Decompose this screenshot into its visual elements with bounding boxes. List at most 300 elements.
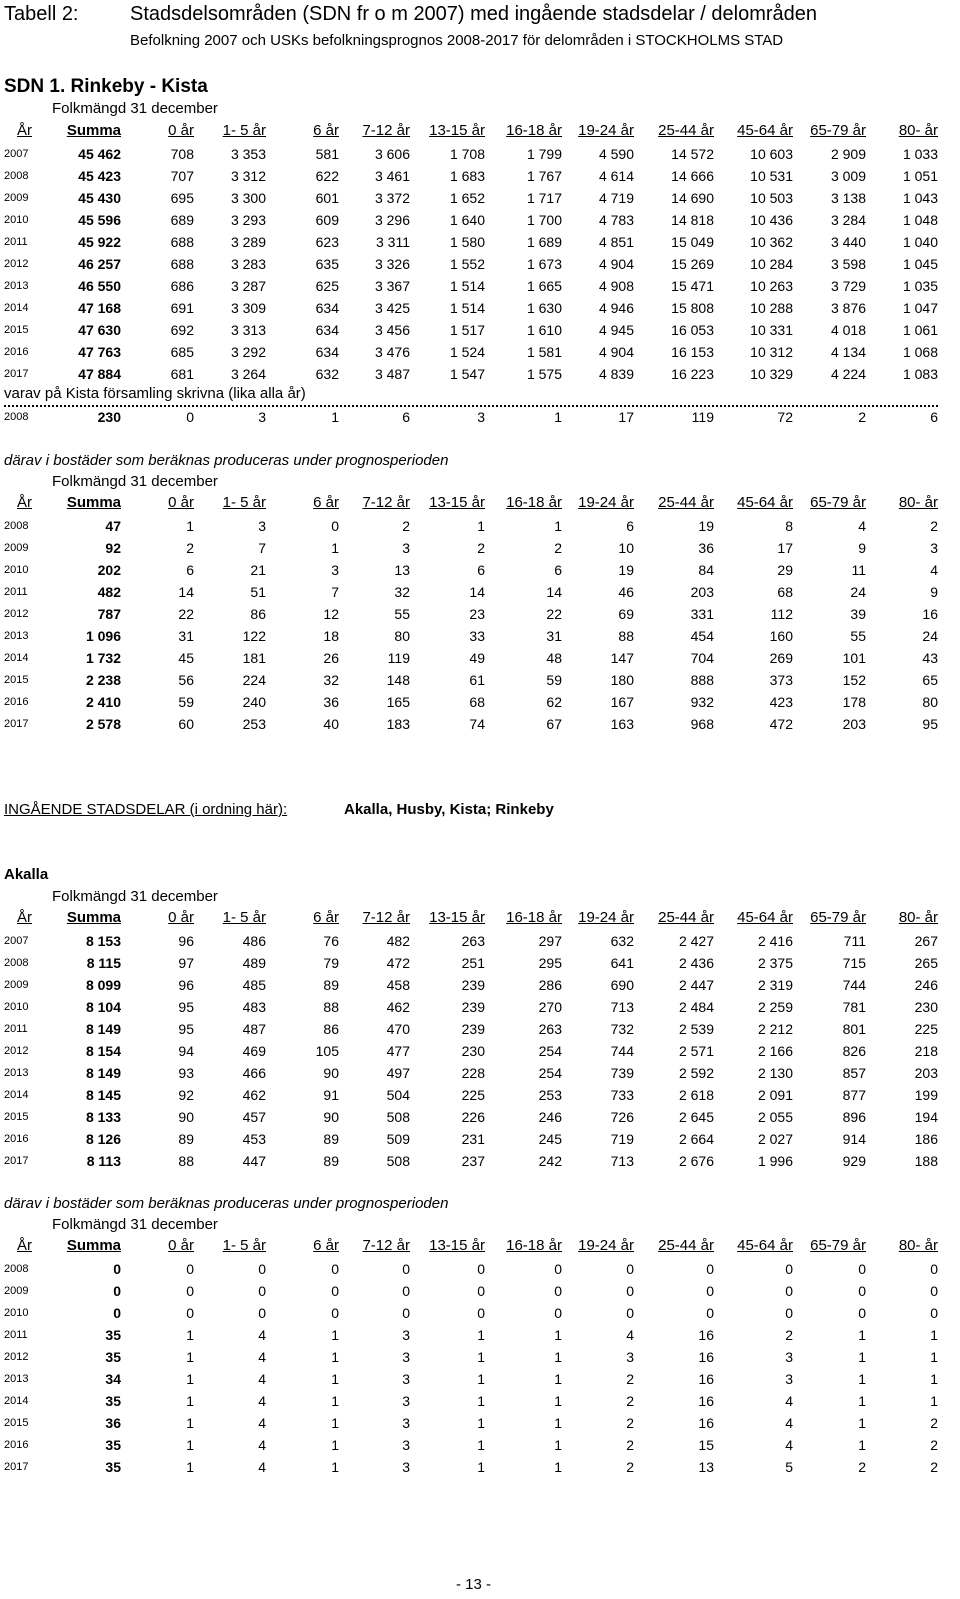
value-cell: 0	[186, 1305, 194, 1321]
year-cell: 2014	[4, 302, 29, 314]
value-cell: 2 909	[830, 146, 866, 162]
ingaende-label: INGÅENDE STADSDELAR (i ordning här):	[4, 801, 288, 818]
page-subtitle: Befolkning 2007 och USKs befolkningsprognos 2008-2017 för delområden i STOCKHOLMS STAD	[130, 32, 784, 49]
value-cell: 3 487	[374, 366, 410, 382]
value-cell: 1	[331, 1393, 339, 1409]
value-cell: 462	[242, 1087, 266, 1103]
value-cell: 4	[930, 562, 938, 578]
table-row	[4, 406, 938, 428]
value-cell: 180	[610, 672, 634, 688]
year-cell: 2016	[4, 1133, 29, 1145]
value-cell: 3 264	[230, 366, 266, 382]
value-cell: 1	[331, 1327, 339, 1343]
value-cell: 7	[331, 584, 339, 600]
value-cell: 4 614	[598, 168, 634, 184]
value-cell: 2	[930, 1459, 938, 1475]
column-header: 25-44 år	[658, 909, 714, 926]
summa-cell: 482	[97, 584, 121, 600]
value-cell: 4 783	[598, 212, 634, 228]
value-cell: 269	[769, 650, 793, 666]
value-cell: 888	[690, 672, 714, 688]
value-cell: 704	[690, 650, 714, 666]
value-cell: 1	[554, 1437, 562, 1453]
column-header: 65-79 år	[810, 909, 866, 926]
value-cell: 457	[242, 1109, 266, 1125]
value-cell: 17	[777, 540, 793, 556]
value-cell: 4 946	[598, 300, 634, 316]
year-cell: 2008	[4, 411, 29, 423]
value-cell: 267	[914, 933, 938, 949]
value-cell: 239	[461, 977, 485, 993]
value-cell: 1 652	[449, 190, 485, 206]
value-cell: 509	[386, 1131, 410, 1147]
value-cell: 4 839	[598, 366, 634, 382]
value-cell: 1 665	[526, 278, 562, 294]
value-cell: 14 572	[671, 146, 714, 162]
value-cell: 2 091	[757, 1087, 793, 1103]
summa-cell: 45 462	[78, 146, 121, 162]
table-row	[4, 713, 938, 735]
summa-cell: 8 154	[85, 1043, 121, 1059]
value-cell: 93	[178, 1065, 194, 1081]
value-cell: 4 908	[598, 278, 634, 294]
table-row	[4, 1302, 938, 1324]
table-row	[4, 275, 938, 297]
value-cell: 4	[626, 1327, 634, 1343]
value-cell: 4 945	[598, 322, 634, 338]
value-cell: 1 700	[526, 212, 562, 228]
value-cell: 183	[386, 716, 410, 732]
value-cell: 1 630	[526, 300, 562, 316]
summa-cell: 47	[105, 518, 121, 534]
column-header: År	[17, 122, 32, 139]
value-cell: 3 353	[230, 146, 266, 162]
header-row-4	[0, 1237, 960, 1257]
value-cell: 3 425	[374, 300, 410, 316]
value-cell: 9	[858, 540, 866, 556]
value-cell: 1	[554, 518, 562, 534]
value-cell: 3	[402, 1437, 410, 1453]
value-cell: 1 575	[526, 366, 562, 382]
value-cell: 1	[554, 409, 562, 425]
value-cell: 2 664	[678, 1131, 714, 1147]
column-header: 45-64 år	[737, 122, 793, 139]
value-cell: 2 676	[678, 1153, 714, 1169]
value-cell: 11	[851, 562, 866, 578]
value-cell: 3	[331, 562, 339, 578]
value-cell: 1	[477, 518, 485, 534]
value-cell: 7	[258, 540, 266, 556]
year-cell: 2009	[4, 542, 29, 554]
value-cell: 4 851	[598, 234, 634, 250]
value-cell: 16	[922, 606, 938, 622]
header-row-1	[0, 122, 960, 142]
value-cell: 3 372	[374, 190, 410, 206]
column-header: 7-12 år	[362, 1237, 410, 1254]
value-cell: 733	[610, 1087, 634, 1103]
value-cell: 0	[258, 1305, 266, 1321]
value-cell: 2	[554, 540, 562, 556]
value-cell: 160	[769, 628, 793, 644]
column-header: 0 år	[168, 494, 194, 511]
value-cell: 482	[386, 933, 410, 949]
summa-cell: 1 732	[85, 650, 121, 666]
value-cell: 2 539	[678, 1021, 714, 1037]
value-cell: 1 640	[449, 212, 485, 228]
value-cell: 0	[785, 1283, 793, 1299]
value-cell: 2 027	[757, 1131, 793, 1147]
value-cell: 119	[387, 650, 410, 666]
value-cell: 708	[170, 146, 194, 162]
value-cell: 36	[323, 694, 339, 710]
summa-cell: 0	[113, 1283, 121, 1299]
value-cell: 10 603	[750, 146, 793, 162]
table-row	[4, 165, 938, 187]
value-cell: 2	[626, 1415, 634, 1431]
value-cell: 1 043	[902, 190, 938, 206]
value-cell: 6	[930, 409, 938, 425]
value-cell: 1 552	[449, 256, 485, 272]
table-row	[4, 143, 938, 165]
value-cell: 3	[402, 1371, 410, 1387]
value-cell: 90	[323, 1065, 339, 1081]
value-cell: 148	[386, 672, 410, 688]
value-cell: 251	[461, 955, 485, 971]
year-cell: 2009	[4, 1285, 29, 1297]
value-cell: 69	[618, 606, 634, 622]
value-cell: 18	[323, 628, 339, 644]
summa-cell: 8 104	[85, 999, 121, 1015]
value-cell: 690	[610, 977, 634, 993]
value-cell: 932	[690, 694, 714, 710]
value-cell: 181	[242, 650, 266, 666]
year-cell: 2007	[4, 148, 29, 160]
value-cell: 489	[242, 955, 266, 971]
value-cell: 929	[842, 1153, 866, 1169]
value-cell: 0	[626, 1283, 634, 1299]
value-cell: 90	[178, 1109, 194, 1125]
column-header: 1- 5 år	[222, 494, 266, 511]
value-cell: 203	[690, 584, 714, 600]
value-cell: 0	[626, 1305, 634, 1321]
value-cell: 17	[618, 409, 634, 425]
value-cell: 10	[618, 540, 634, 556]
value-cell: 4 719	[598, 190, 634, 206]
value-cell: 225	[461, 1087, 485, 1103]
value-cell: 2 645	[678, 1109, 714, 1125]
value-cell: 29	[777, 562, 793, 578]
value-cell: 96	[178, 977, 194, 993]
darav-label-1: därav i bostäder som beräknas produceras under prognosperioden	[4, 452, 449, 469]
value-cell: 486	[242, 933, 266, 949]
summa-cell: 45 922	[78, 234, 121, 250]
value-cell: 21	[250, 562, 266, 578]
value-cell: 0	[706, 1305, 714, 1321]
column-header: 16-18 år	[506, 909, 562, 926]
summa-cell: 47 630	[78, 322, 121, 338]
value-cell: 504	[386, 1087, 410, 1103]
value-cell: 1	[930, 1327, 938, 1343]
value-cell: 239	[461, 1021, 485, 1037]
value-cell: 1 799	[526, 146, 562, 162]
year-cell: 2008	[4, 1263, 29, 1275]
value-cell: 3	[258, 409, 266, 425]
value-cell: 254	[538, 1065, 562, 1081]
year-cell: 2013	[4, 280, 29, 292]
value-cell: 10 436	[750, 212, 793, 228]
value-cell: 1	[331, 540, 339, 556]
value-cell: 635	[315, 256, 339, 272]
value-cell: 89	[323, 977, 339, 993]
value-cell: 43	[922, 650, 938, 666]
value-cell: 10 331	[750, 322, 793, 338]
value-cell: 49	[469, 650, 485, 666]
value-cell: 3	[258, 518, 266, 534]
year-cell: 2012	[4, 1045, 29, 1057]
year-cell: 2015	[4, 1417, 29, 1429]
value-cell: 1	[331, 1437, 339, 1453]
year-cell: 2014	[4, 1395, 29, 1407]
value-cell: 265	[914, 955, 938, 971]
value-cell: 1	[858, 1371, 866, 1387]
value-cell: 1	[477, 1415, 485, 1431]
value-cell: 48	[546, 650, 562, 666]
year-cell: 2011	[4, 586, 28, 598]
year-cell: 2011	[4, 1023, 28, 1035]
value-cell: 147	[610, 650, 634, 666]
value-cell: 3	[402, 1459, 410, 1475]
column-header: 13-15 år	[429, 909, 485, 926]
value-cell: 237	[461, 1153, 485, 1169]
value-cell: 101	[842, 650, 866, 666]
value-cell: 55	[394, 606, 410, 622]
column-header: 13-15 år	[429, 122, 485, 139]
year-cell: 2012	[4, 1351, 29, 1363]
value-cell: 466	[242, 1065, 266, 1081]
value-cell: 3 367	[374, 278, 410, 294]
value-cell: 6	[477, 562, 485, 578]
summa-cell: 45 423	[78, 168, 121, 184]
table-row	[4, 669, 938, 691]
value-cell: 1 517	[449, 322, 485, 338]
value-cell: 0	[331, 1283, 339, 1299]
value-cell: 0	[477, 1283, 485, 1299]
value-cell: 1	[554, 1371, 562, 1387]
summa-cell: 45 596	[78, 212, 121, 228]
value-cell: 6	[402, 409, 410, 425]
summa-cell: 47 763	[78, 344, 121, 360]
value-cell: 4	[258, 1437, 266, 1453]
value-cell: 1	[477, 1393, 485, 1409]
value-cell: 80	[394, 628, 410, 644]
value-cell: 1 547	[449, 366, 485, 382]
value-cell: 1	[930, 1393, 938, 1409]
year-cell: 2012	[4, 608, 29, 620]
table-row	[4, 974, 938, 996]
column-header: 65-79 år	[810, 494, 866, 511]
value-cell: 16	[698, 1327, 714, 1343]
value-cell: 59	[546, 672, 562, 688]
value-cell: 10 362	[750, 234, 793, 250]
column-header: 13-15 år	[429, 494, 485, 511]
value-cell: 59	[178, 694, 194, 710]
table-row	[4, 930, 938, 952]
value-cell: 0	[402, 1261, 410, 1277]
value-cell: 0	[706, 1283, 714, 1299]
value-cell: 469	[242, 1043, 266, 1059]
value-cell: 2 592	[678, 1065, 714, 1081]
value-cell: 781	[842, 999, 866, 1015]
value-cell: 470	[386, 1021, 410, 1037]
value-cell: 19	[618, 562, 634, 578]
value-cell: 2 212	[757, 1021, 793, 1037]
value-cell: 94	[178, 1043, 194, 1059]
folkmangd-label-2: Folkmängd 31 december	[52, 473, 218, 490]
value-cell: 331	[690, 606, 714, 622]
value-cell: 95	[178, 1021, 194, 1037]
value-cell: 15 269	[671, 256, 714, 272]
value-cell: 3 009	[830, 168, 866, 184]
value-cell: 3 138	[830, 190, 866, 206]
value-cell: 1	[858, 1327, 866, 1343]
value-cell: 3	[477, 409, 485, 425]
value-cell: 56	[178, 672, 194, 688]
year-cell: 2016	[4, 1439, 29, 1451]
value-cell: 297	[538, 933, 562, 949]
value-cell: 97	[178, 955, 194, 971]
value-cell: 1 068	[902, 344, 938, 360]
value-cell: 3	[402, 1393, 410, 1409]
value-cell: 31	[546, 628, 562, 644]
value-cell: 15 808	[671, 300, 714, 316]
value-cell: 4 590	[598, 146, 634, 162]
value-cell: 188	[914, 1153, 938, 1169]
value-cell: 8	[785, 518, 793, 534]
value-cell: 46	[618, 584, 634, 600]
value-cell: 1	[554, 1415, 562, 1431]
table-row	[4, 1106, 938, 1128]
table-row	[4, 1368, 938, 1390]
value-cell: 22	[178, 606, 194, 622]
value-cell: 6	[186, 562, 194, 578]
value-cell: 5	[785, 1459, 793, 1475]
value-cell: 4	[785, 1393, 793, 1409]
table-row	[4, 515, 938, 537]
value-cell: 1 047	[902, 300, 938, 316]
value-cell: 857	[842, 1065, 866, 1081]
year-cell: 2016	[4, 696, 29, 708]
value-cell: 242	[538, 1153, 562, 1169]
year-cell: 2014	[4, 1089, 29, 1101]
value-cell: 152	[842, 672, 866, 688]
value-cell: 3 729	[830, 278, 866, 294]
value-cell: 203	[842, 716, 866, 732]
value-cell: 472	[386, 955, 410, 971]
value-cell: 1 035	[902, 278, 938, 294]
value-cell: 14	[546, 584, 562, 600]
value-cell: 0	[186, 1283, 194, 1299]
column-header: 25-44 år	[658, 122, 714, 139]
year-cell: 2015	[4, 324, 29, 336]
value-cell: 713	[610, 999, 634, 1015]
value-cell: 14	[469, 584, 485, 600]
value-cell: 1 061	[902, 322, 938, 338]
value-cell: 477	[386, 1043, 410, 1059]
value-cell: 1	[477, 1349, 485, 1365]
value-cell: 2	[930, 1437, 938, 1453]
value-cell: 89	[323, 1153, 339, 1169]
value-cell: 263	[461, 933, 485, 949]
column-header: 7-12 år	[362, 909, 410, 926]
folkmangd-label-4: Folkmängd 31 december	[52, 1216, 218, 1233]
summa-cell: 8 099	[85, 977, 121, 993]
value-cell: 472	[769, 716, 793, 732]
darav-label-2: därav i bostäder som beräknas produceras under prognosperioden	[4, 1195, 449, 1212]
column-header: 65-79 år	[810, 122, 866, 139]
value-cell: 1	[930, 1371, 938, 1387]
summa-cell: 47 884	[78, 366, 121, 382]
akalla-heading: Akalla	[4, 866, 49, 883]
value-cell: 0	[785, 1261, 793, 1277]
value-cell: 95	[178, 999, 194, 1015]
value-cell: 0	[402, 1283, 410, 1299]
value-cell: 1 581	[526, 344, 562, 360]
value-cell: 96	[178, 933, 194, 949]
summa-cell: 8 133	[85, 1109, 121, 1125]
value-cell: 1	[186, 518, 194, 534]
value-cell: 16	[698, 1349, 714, 1365]
value-cell: 14 818	[671, 212, 714, 228]
table-row	[4, 952, 938, 974]
value-cell: 2 375	[757, 955, 793, 971]
value-cell: 10 329	[750, 366, 793, 382]
summa-cell: 46 550	[78, 278, 121, 294]
value-cell: 508	[386, 1109, 410, 1125]
value-cell: 55	[850, 628, 866, 644]
value-cell: 286	[538, 977, 562, 993]
value-cell: 641	[610, 955, 634, 971]
value-cell: 0	[258, 1283, 266, 1299]
value-cell: 3 309	[230, 300, 266, 316]
year-cell: 2008	[4, 520, 29, 532]
value-cell: 632	[610, 933, 634, 949]
column-header: 13-15 år	[429, 1237, 485, 1254]
value-cell: 1 767	[526, 168, 562, 184]
value-cell: 2	[477, 540, 485, 556]
value-cell: 1	[186, 1437, 194, 1453]
page-title: Stadsdelsområden (SDN fr o m 2007) med ingående stadsdelar / delområden	[130, 3, 818, 25]
value-cell: 3 296	[374, 212, 410, 228]
value-cell: 877	[842, 1087, 866, 1103]
value-cell: 1	[858, 1437, 866, 1453]
value-cell: 632	[315, 366, 339, 382]
column-header: 19-24 år	[578, 1237, 634, 1254]
year-cell: 2014	[4, 652, 29, 664]
column-header: 16-18 år	[506, 122, 562, 139]
value-cell: 10 503	[750, 190, 793, 206]
value-cell: 3 461	[374, 168, 410, 184]
value-cell: 1	[858, 1415, 866, 1431]
value-cell: 16 053	[671, 322, 714, 338]
value-cell: 0	[258, 1261, 266, 1277]
value-cell: 67	[546, 716, 562, 732]
value-cell: 119	[691, 409, 714, 425]
value-cell: 423	[769, 694, 793, 710]
table-row	[4, 537, 938, 559]
value-cell: 1 514	[449, 300, 485, 316]
column-header: År	[17, 1237, 32, 1254]
year-cell: 2010	[4, 1307, 29, 1319]
